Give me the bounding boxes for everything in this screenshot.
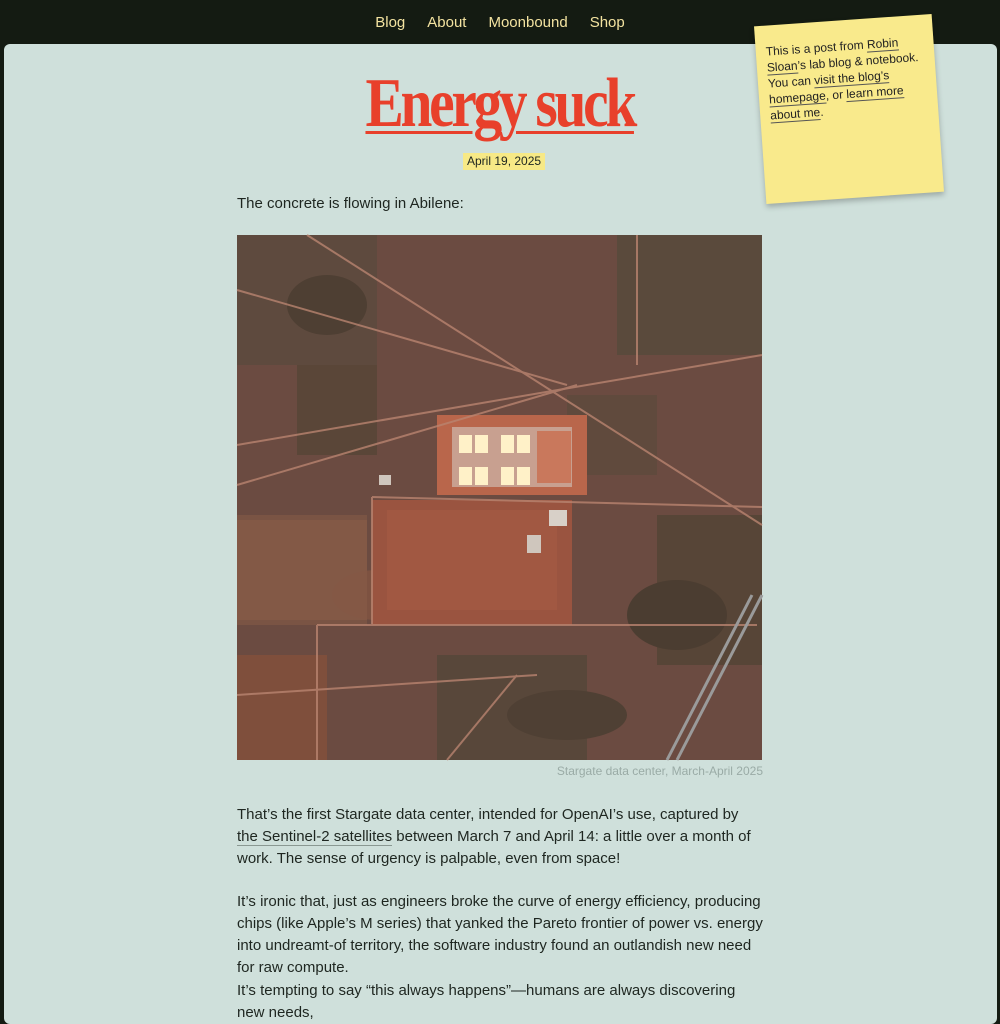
about-me-link[interactable]: learn more about me	[769, 83, 905, 123]
sticky-text-1: This is a post from	[765, 37, 868, 59]
p1-text-before: That’s the first Stargate data center, intended for OpenAI’s use, captured by	[237, 806, 739, 823]
sentinel-link[interactable]: the Sentinel-2 satellites	[237, 828, 393, 845]
satellite-image-art	[237, 235, 762, 760]
intro-paragraph: The concrete is flowing in Abilene:	[237, 195, 464, 212]
nav-about[interactable]: About	[427, 13, 467, 31]
post-date: April 19, 2025	[463, 153, 545, 170]
author-link[interactable]: Robin Sloan	[766, 35, 899, 75]
satellite-image	[237, 235, 762, 760]
p1-text-after: between March 7 and April 14: a little over a month of work. The sense of urgency is palpable, even from space!	[237, 828, 751, 867]
sticky-note	[754, 14, 944, 204]
nav-blog[interactable]: Blog	[375, 13, 406, 31]
homepage-link[interactable]: visit the blog’s homepage	[768, 68, 890, 107]
title-link[interactable]: Energy suck	[365, 65, 635, 142]
paragraph-1	[237, 804, 763, 870]
paragraph-2: It’s ironic that, just as engineers broke the curve of energy efficiency, producing chips (like Apple’s M series) that yanked the Pareto frontier of power vs. energy into undreamt-of territory, the software industry found an outlandish new need for raw compute.	[237, 893, 763, 976]
image-caption: Stargate data center, March-April 2025	[556, 764, 763, 778]
nav-moonbound[interactable]: Moonbound	[488, 13, 568, 31]
nav-shop[interactable]: Shop	[589, 13, 625, 31]
sticky-text-3: , or	[825, 87, 847, 103]
paragraph-3: It’s tempting to say “this always happens”—humans are always discovering new needs,	[237, 982, 736, 1021]
sticky-text-2: ’s lab blog & notebook. You can	[767, 50, 919, 91]
sticky-text-4: .	[819, 104, 825, 120]
